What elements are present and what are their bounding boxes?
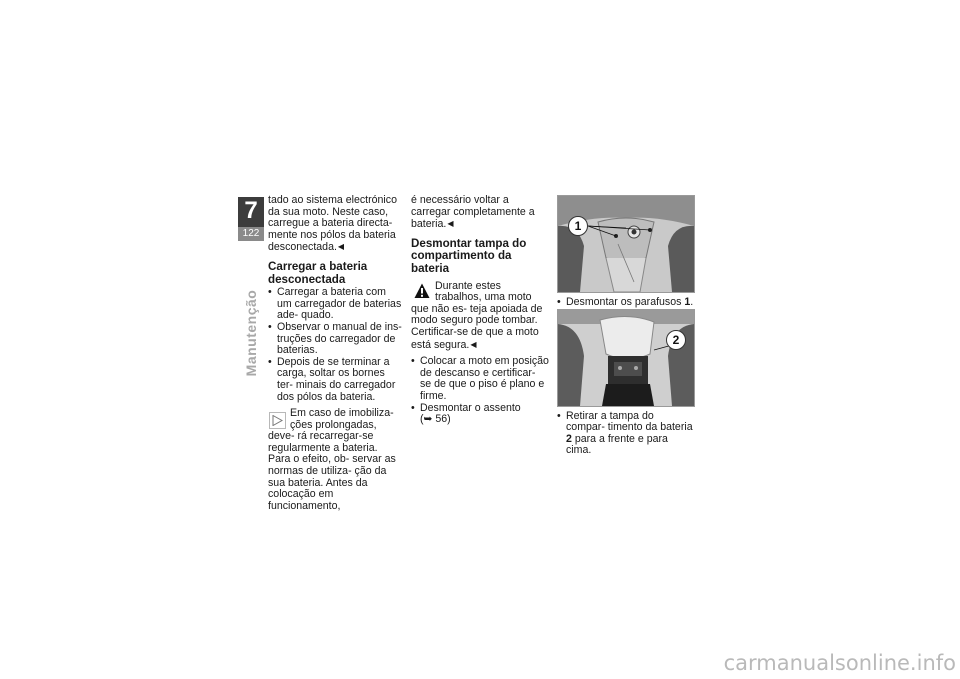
end-mark-icon: ◀ (470, 339, 477, 349)
note-text: Em caso de imobiliza- ções prolongadas, deve- rá recarregar-se regularmente a bateria. Para o efeito, ob- servar as normas de utiliza- ção da sua bateria. Antes da colocação em funcionamento, (268, 407, 396, 512)
caption-text: Desmontar os parafusos (566, 296, 685, 308)
caption-reference-number: 2 (566, 432, 572, 445)
end-mark-icon: ◀ (447, 219, 454, 229)
list-item: • Colocar a moto em posição de descanso e certificar- se de que o piso é plano e firme. (411, 356, 549, 402)
figure-battery-cover (557, 309, 695, 407)
page-number: 122 (238, 227, 264, 241)
note-icon (269, 412, 286, 429)
list-item (557, 411, 695, 457)
intro-paragraph (268, 195, 402, 254)
figure-column (557, 195, 695, 457)
text-column-1 (268, 195, 402, 512)
caption-list-1 (557, 297, 695, 309)
list-item: • Carregar a bateria com um carregador de baterias ade- quado. (268, 287, 402, 322)
chapter-number: 7 (244, 197, 258, 224)
list-item: • Depois de se terminar a carga, soltar os bornes ter- minais do carregador dos pólos da bateria. (268, 357, 402, 403)
note-block (268, 408, 402, 512)
bullet-list-cover (411, 356, 549, 426)
chapter-tab (238, 197, 264, 241)
page-reference: (➥ 56) (420, 413, 451, 426)
watermark: carmanualsonline.info (723, 651, 956, 675)
section-heading-charge: Carregar a bateria desconectada (268, 259, 368, 286)
battery-cover-illustration (558, 310, 694, 406)
list-item (557, 297, 695, 309)
caption-reference-number: 1 (684, 296, 691, 308)
intro-text: é necessário voltar a carregar completamente a bateria. (411, 194, 535, 231)
warning-followup (411, 327, 549, 351)
list-item-text: Desmontar o assento (420, 401, 521, 414)
motorcycle-screws-illustration (558, 196, 694, 292)
callout-2: 2 (666, 330, 686, 350)
intro-paragraph (411, 195, 549, 231)
warning-text: Durante estes trabalhos, uma moto que não es- teja apoiada de modo seguro pode tombar. (411, 279, 543, 327)
warning-triangle-icon (414, 283, 430, 299)
callout-1: 1 (568, 216, 588, 236)
warning-followup-text: Certificar-se de que a moto está segura. (411, 325, 539, 351)
section-heading-cover: Desmontar tampa do compartimento da bateria (411, 236, 527, 275)
caption-text: Retirar a tampa do compar- timento da bateria (566, 409, 693, 434)
list-item: • Observar o manual de ins- truções do carregador de baterias. (268, 322, 402, 357)
chapter-title: Manutenção (243, 289, 259, 377)
caption-list-2 (557, 411, 695, 457)
intro-text: tado ao sistema electrónico da sua moto. Neste caso, carregue a bateria directa- mente nos pólos da bateria desconectada. (268, 194, 397, 254)
caption-text-end: . (690, 296, 694, 308)
text-column-2 (411, 195, 549, 426)
caption-text-end: para a frente e para cima. (566, 432, 668, 457)
end-mark-icon: ◀ (337, 242, 345, 252)
warning-block (411, 281, 549, 352)
list-item (411, 403, 549, 426)
figure-screws (557, 195, 695, 293)
bullet-list-charge (268, 287, 402, 403)
